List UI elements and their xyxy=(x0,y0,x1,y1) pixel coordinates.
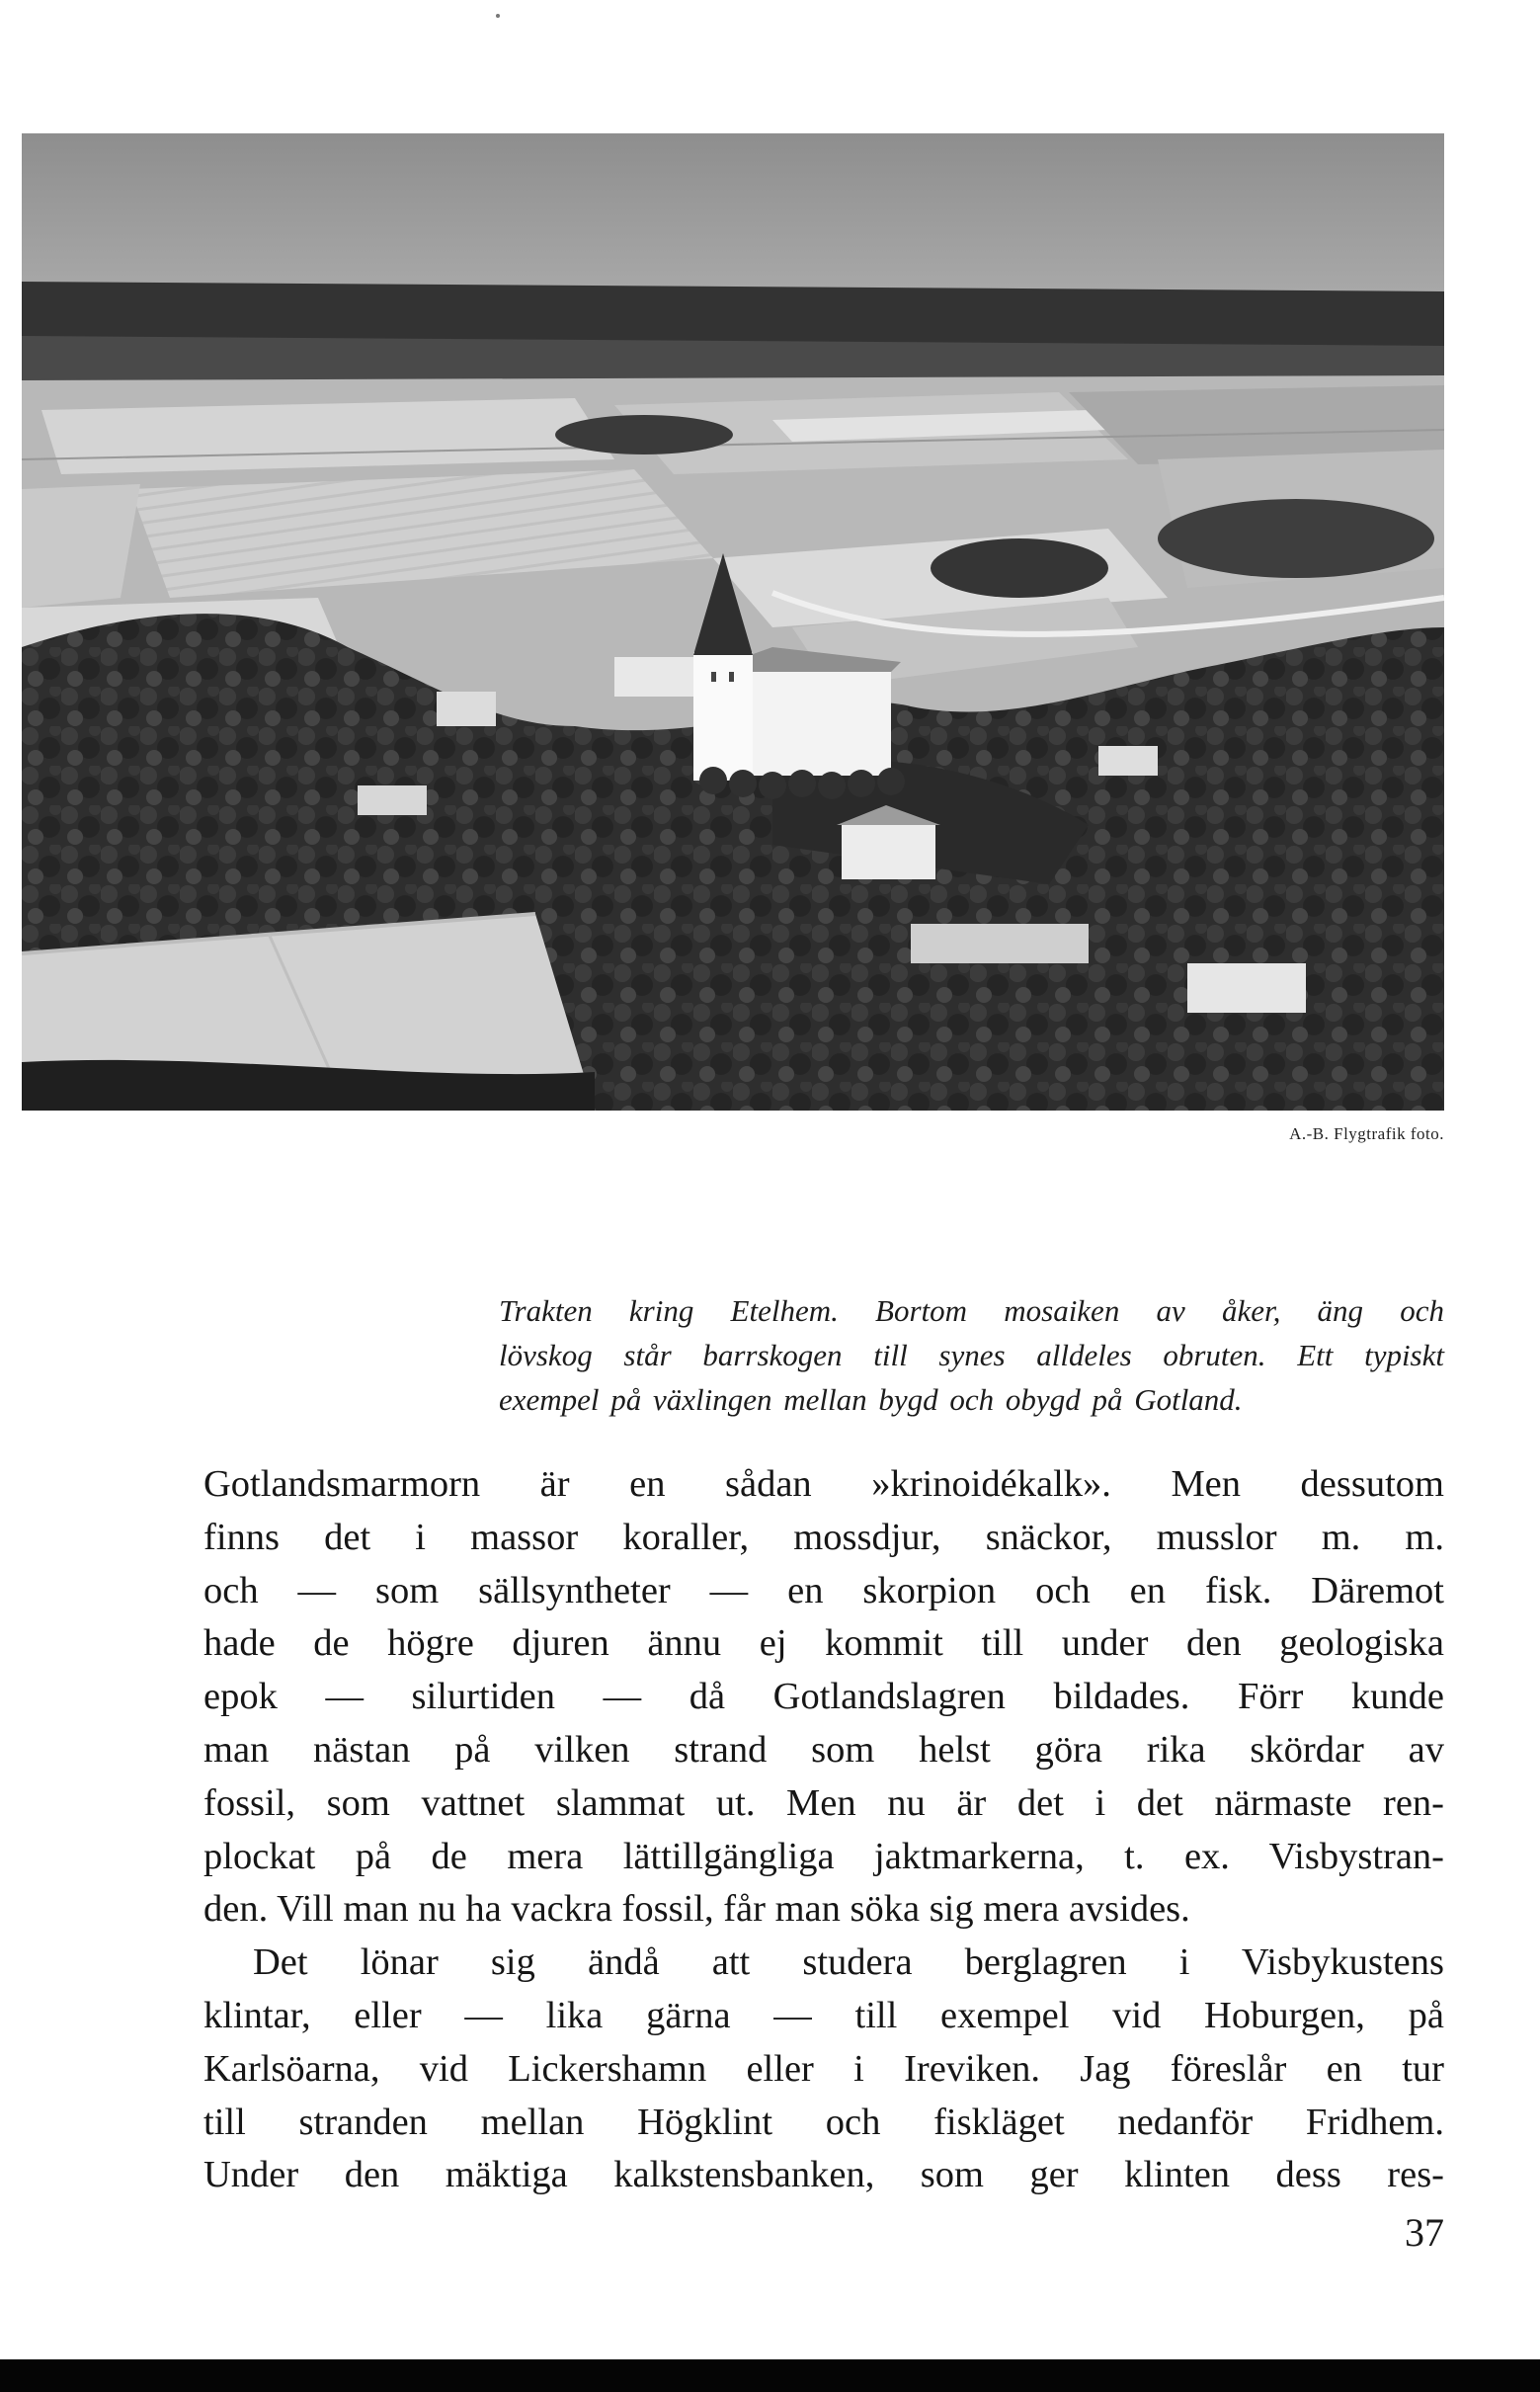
aerial-photograph xyxy=(22,133,1444,1111)
aerial-photo-drawing xyxy=(22,133,1444,1111)
caption-line: exempel på växlingen mellan bygd och obygd på Gotland. xyxy=(499,1382,1243,1417)
body-line: till stranden mellan Högklint och fiskläget nedanför Fridhem. xyxy=(203,2101,1444,2143)
photo-credit: A.-B. Flygtrafik foto. xyxy=(1289,1124,1444,1143)
body-line: man nästan på vilken strand som helst göra rika skördar av xyxy=(203,1728,1444,1771)
caption-line: lövskog står barrskogen till synes alldeles obruten. Ett typiskt xyxy=(499,1338,1444,1372)
body-line: Det lönar sig ändå att studera berglagren i Visbykustens xyxy=(253,1941,1444,1984)
body-text xyxy=(203,1458,1444,2202)
body-line: den. Vill man nu ha vackra fossil, får man söka sig mera avsides. xyxy=(203,1888,1190,1931)
body-line: epok — silurtiden — då Gotlandslagren bildades. Förr kunde xyxy=(203,1676,1444,1718)
body-line: Under den mäktiga kalkstensbanken, som ger klinten dess res- xyxy=(203,2154,1444,2196)
body-line: plockat på de mera lättillgängliga jaktmarkerna, t. ex. Visbystran- xyxy=(203,1835,1444,1877)
body-line: fossil, som vattnet slammat ut. Men nu är det i det närmaste ren- xyxy=(203,1781,1444,1824)
speck xyxy=(496,14,500,18)
body-line: och — som sällsyntheter — en skorpion och en fisk. Däremot xyxy=(203,1569,1444,1611)
page-number: 37 xyxy=(1405,2210,1444,2255)
body-line: hade de högre djuren ännu ej kommit till under den geologiska xyxy=(203,1622,1444,1665)
body-line: klintar, eller — lika gärna — till exempel vid Hoburgen, på xyxy=(203,1994,1444,2036)
body-line: finns det i massor koraller, mossdjur, snäckor, musslor m. m. xyxy=(203,1516,1444,1558)
caption-line: Trakten kring Etelhem. Bortom mosaiken av åker, äng och xyxy=(499,1293,1444,1328)
scan-edge xyxy=(0,2359,1540,2392)
photo-caption xyxy=(499,1288,1444,1422)
body-line: Karlsöarna, vid Lickershamn eller i Ireviken. Jag föreslår en tur xyxy=(203,2047,1444,2090)
body-line: Gotlandsmarmorn är en sådan »krinoidékalk». Men dessutom xyxy=(203,1463,1444,1505)
